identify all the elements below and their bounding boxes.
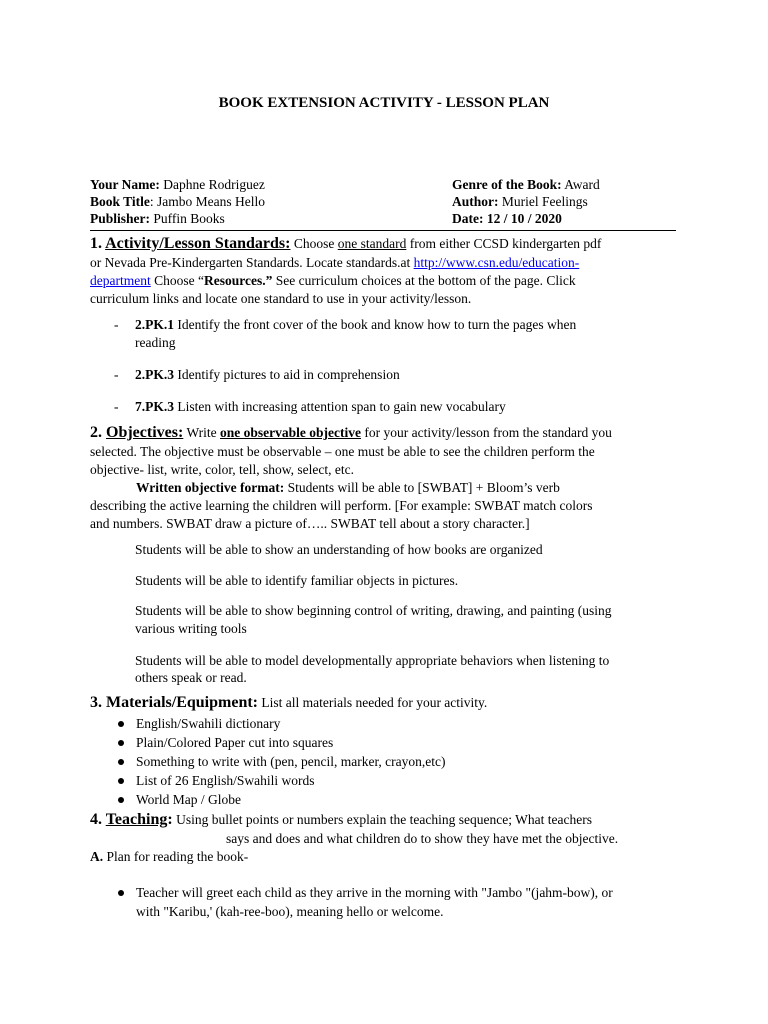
section-2-text: Write — [183, 425, 221, 440]
section-3-line-1 — [90, 694, 487, 712]
section-1-number: 1. — [90, 235, 106, 252]
section-2-line-6: and numbers. SWBAT draw a picture of….. SWBAT tell about a story character.] — [90, 516, 530, 531]
material-item: Plain/Colored Paper cut into squares — [136, 735, 334, 750]
section-2-line-2: selected. The objective must be observable – one must be able to see the children perform the — [90, 444, 595, 459]
section-2-heading: Objectives: — [106, 424, 184, 441]
material-item: List of 26 English/Swahili words — [136, 773, 315, 788]
date-label: Date: — [452, 211, 484, 226]
header-divider — [90, 230, 676, 231]
objective-format-label: Written objective format: — [136, 480, 285, 495]
objective-item-continued: others speak or read. — [135, 670, 247, 685]
section-1-line-4: curriculum links and locate one standard to use in your activity/lesson. — [90, 291, 472, 306]
objective-format-line — [136, 479, 560, 497]
dash-marker: - — [114, 367, 119, 382]
section-4-number: 4. — [90, 811, 106, 828]
section-2-line-1 — [90, 424, 612, 442]
one-observable-objective-text: one observable objective — [220, 425, 361, 440]
section-2-number: 2. — [90, 424, 106, 441]
section-1-text: Choose — [290, 236, 338, 251]
section-1-line-1 — [90, 235, 601, 253]
dash-marker: - — [114, 317, 119, 332]
author-row — [452, 193, 588, 211]
standard-text: Listen with increasing attention span to gain new vocabulary — [174, 399, 506, 414]
standard-item — [135, 366, 400, 384]
material-item: Something to write with (pen, pencil, marker, crayon,etc) — [136, 754, 446, 769]
publisher-value: Puffin Books — [150, 211, 225, 226]
standard-text-continued: reading — [135, 335, 176, 350]
date-value: 12 / 10 / 2020 — [483, 211, 562, 226]
name-label: Your Name: — [90, 177, 160, 192]
name-row — [90, 176, 265, 194]
objective-format-text: Students will be able to [SWBAT] + Bloom’s verb — [284, 480, 560, 495]
name-value: Daphne Rodriguez — [159, 177, 265, 192]
standard-item — [135, 398, 506, 416]
objective-item: Students will be able to identify familiar objects in pictures. — [135, 573, 459, 588]
section-3-number: 3. — [90, 694, 106, 711]
section-1-line-2 — [90, 254, 579, 272]
section-2-line-3: objective- list, write, color, tell, show, select, etc. — [90, 462, 355, 477]
material-item: English/Swahili dictionary — [136, 716, 281, 731]
section-1-heading: Activity/Lesson Standards: — [105, 235, 291, 252]
objective-item: Students will be able to show beginning control of writing, drawing, and painting (using — [135, 603, 612, 618]
date-row — [452, 210, 562, 228]
section-4-colon: : — [167, 811, 173, 828]
bullet-icon — [118, 778, 124, 784]
section-2-text-c: for your activity/lesson from the standard you — [361, 425, 612, 440]
genre-label: Genre of the Book: — [452, 177, 562, 192]
section-1-text-b: from either CCSD kindergarten pdf — [406, 236, 602, 251]
section-4-text: Using bullet points or numbers explain the teaching sequence; What teachers — [172, 812, 592, 827]
resources-text: Resources.” — [203, 273, 273, 288]
dash-marker: - — [114, 399, 119, 414]
genre-row — [452, 176, 600, 194]
publisher-row — [90, 210, 225, 228]
standard-code: 7.PK.3 — [135, 399, 174, 414]
section-2-line-5: describing the active learning the children will perform. [For example: SWBAT match colors — [90, 498, 593, 513]
section-3-heading: Materials/Equipment: — [106, 694, 258, 711]
book-title-row — [90, 193, 265, 211]
standard-text: Identify the front cover of the book and know how to turn the pages when — [174, 317, 577, 332]
bullet-icon — [118, 759, 124, 765]
bullet-icon — [118, 740, 124, 746]
csn-link-continued[interactable]: department — [90, 273, 151, 288]
teaching-bullet-continued: with "Karibu,' (kah-ree-boo), meaning hello or welcome. — [136, 904, 444, 919]
author-label: Author: — [452, 194, 499, 209]
material-item: World Map / Globe — [136, 792, 242, 807]
one-standard-text: one standard — [337, 236, 407, 251]
plan-a-line — [90, 848, 248, 866]
genre-value: Award — [561, 177, 600, 192]
standard-text: Identify pictures to aid in comprehension — [174, 367, 400, 382]
bullet-icon — [118, 797, 124, 803]
plan-a-text: Plan for reading the book- — [103, 849, 249, 864]
standard-code: 2.PK.1 — [135, 317, 174, 332]
objective-item: Students will be able to model developmentally appropriate behaviors when listening to — [135, 653, 610, 668]
section-1-line-3-c: See curriculum choices at the bottom of the page. Click — [272, 273, 576, 288]
book-title-value: : Jambo Means Hello — [149, 194, 266, 209]
teaching-bullet: Teacher will greet each child as they arrive in the morning with "Jambo "(jahm-bow), or — [136, 885, 613, 900]
section-3-text: List all materials needed for your activity. — [258, 695, 488, 710]
section-4-line-1 — [90, 811, 592, 829]
objective-item-continued: various writing tools — [135, 621, 247, 636]
section-1-line-3-a: Choose “ — [150, 273, 204, 288]
objective-item: Students will be able to show an understanding of how books are organized — [135, 542, 543, 557]
csn-link[interactable]: http://www.csn.edu/education- — [413, 255, 580, 270]
standard-code: 2.PK.3 — [135, 367, 174, 382]
bullet-icon — [118, 721, 124, 727]
section-1-line-3 — [90, 272, 576, 290]
book-title-label: Book Title — [90, 194, 150, 209]
bullet-icon — [118, 890, 124, 896]
publisher-label: Publisher: — [90, 211, 151, 226]
author-value: Muriel Feelings — [498, 194, 588, 209]
section-4-line-2: says and does and what children do to show they have met the objective. — [226, 831, 619, 846]
standard-item — [135, 316, 576, 334]
page-title: BOOK EXTENSION ACTIVITY - LESSON PLAN — [218, 95, 550, 111]
section-1-line-2-text: or Nevada Pre-Kindergarten Standards. Locate standards.at — [90, 255, 414, 270]
section-4-heading: Teaching — [105, 811, 168, 828]
plan-a-label: A. — [90, 849, 104, 864]
